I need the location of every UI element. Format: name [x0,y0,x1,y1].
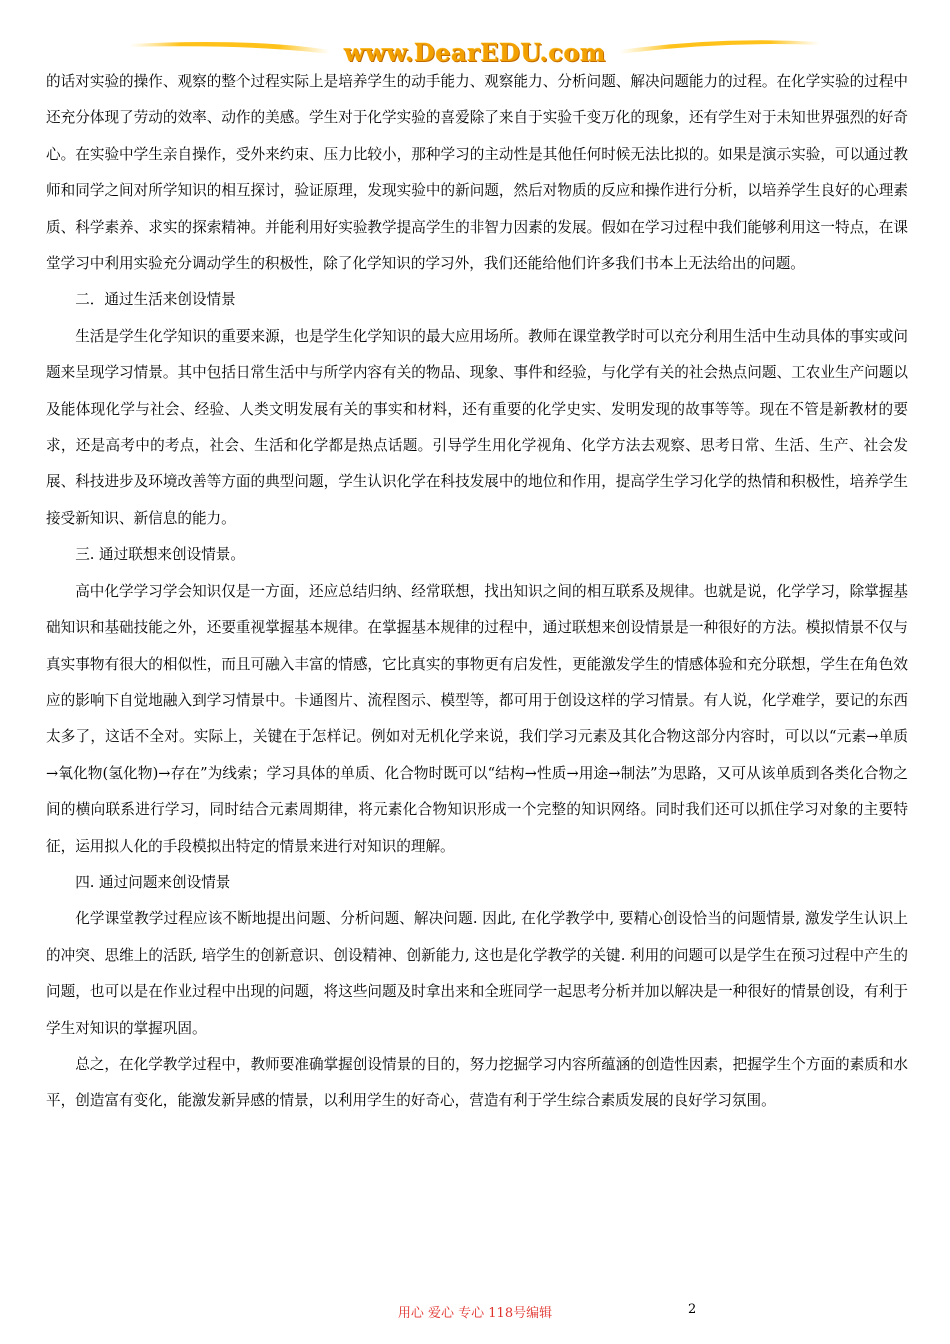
section-heading: 四. 通过问题来创设情景 [75,873,231,891]
document-body [46,64,908,1120]
site-logo: www.DearEDU.com [344,38,606,67]
page-number: 2 [688,1302,697,1317]
paragraph: 的话对实验的操作、观察的整个过程实际上是培养学生的动手能力、观察能力、分析问题、解决问题能力的过程。在化学实验的过程中还充分体现了劳动的效率、动作的美感。学生对于化学实验的喜爱除了来自于实验千变万化的现象，还有学生对于未知世界强烈的好奇心。在实验中学生亲自操作，受外来约束、压力比较小，那种学习的主动性是其他任何时候无法比拟的。如果是演示实验，可以通过教师和同学之间对所学知识的相互探讨，验证原理，发现实验中的新问题，然后对物质的反应和操作进行分析，以培养学生良好的心理素质、科学素养、求实的探索精神。并能利用好实验教学提高学生的非智力因素的发展。假如在学习过程中我们能够利用这一特点，在课堂学习中利用实验充分调动学生的积极性，除了化学知识的学习外，我们还能给他们许多我们书本上无法给出的问题。 [46,73,908,273]
paragraph: 总之，在化学教学过程中，教师要准确掌握创设情景的目的，努力挖掘学习内容所蕴涵的创造性因素，把握学生个方面的素质和水平，创造富有变化，能激发新异感的情景，以利用学生的好奇心，营造有利于学生综合素质发展的良好学习氛围。 [46,1055,908,1110]
section-heading: 二．通过生活来创设情景 [75,291,236,309]
footer-note: 用心 爱心 专心 118号编辑 [397,1306,553,1321]
page-footer [0,1302,950,1324]
paragraph: 高中化学学习学会知识仅是一方面，还应总结归纳、经常联想，找出知识之间的相互联系及规律。也就是说，化学学习，除掌握基础知识和基础技能之外，还要重视掌握基本规律。在掌握基本规律的过程中，通过联想来创设情景是一种很好的方法。模拟情景不仅与真实事物有很大的相似性，而且可融入丰富的情感，它比真实的事物更有启发性，更能激发学生的情感体验和充分联想，学生在角色效应的影响下自觉地融入到学习情景中。卡通图片、流程图示、模型等，都可用于创设这样的学习情景。有人说，化学难学，要记的东西太多了，这话不全对。实际上，关键在于怎样记。例如对无机化学来说，我们学习元素及其化合物这部分内容时，可以以“元素→单质→氧化物(氢化物)→存在”为线索；学习具体的单质、化合物时既可以“结构→性质→用途→制法”为思路，又可从该单质到各类化合物之间的横向联系进行学习，同时结合元素周期律，将元素化合物知识形成一个完整的知识网络。同时我们还可以抓住学习对象的主要特征，运用拟人化的手段模拟出特定的情景来进行对知识的理解。 [46,582,908,855]
section-heading: 三. 通过联想来创设情景。 [75,546,245,564]
paragraph: 生活是学生化学知识的重要来源，也是学生化学知识的最大应用场所。教师在课堂教学时可以充分利用生活中生动具体的事实或问题来呈现学习情景。其中包括日常生活中与所学内容有关的物品、现象、事件和经验，与化学有关的社会热点问题、工农业生产问题以及能体现化学与社会、经验、人类文明发展有关的事实和材料，还有重要的化学史实、发明发现的故事等等。现在不管是新教材的要求，还是高考中的考点，社会、生活和化学都是热点话题。引导学生用化学视角、化学方法去观察、思考日常、生活、生产、社会发展、科技进步及环境改善等方面的典型问题，学生认识化学在科技发展中的地位和作用，提高学生学习化学的热情和积极性，培养学生接受新知识、新信息的能力。 [46,327,908,527]
paragraph: 化学课堂教学过程应该不断地提出问题、分析问题、解决问题. 因此, 在化学教学中, 要精心创设恰当的问题情景, 激发学生认识上的冲突、思维上的活跃, 培学生的创新意识、创设精神、创新能力, 这也是化学教学的关键. 利用的问题可以是学生在预习过程中产生的问题，也可以是在作业过程中出现的问题，将这些问题及时拿出来和全班同学一起思考分析并加以解决是一种很好的情景创设，有利于学生对知识的掌握巩固。 [46,910,908,1037]
